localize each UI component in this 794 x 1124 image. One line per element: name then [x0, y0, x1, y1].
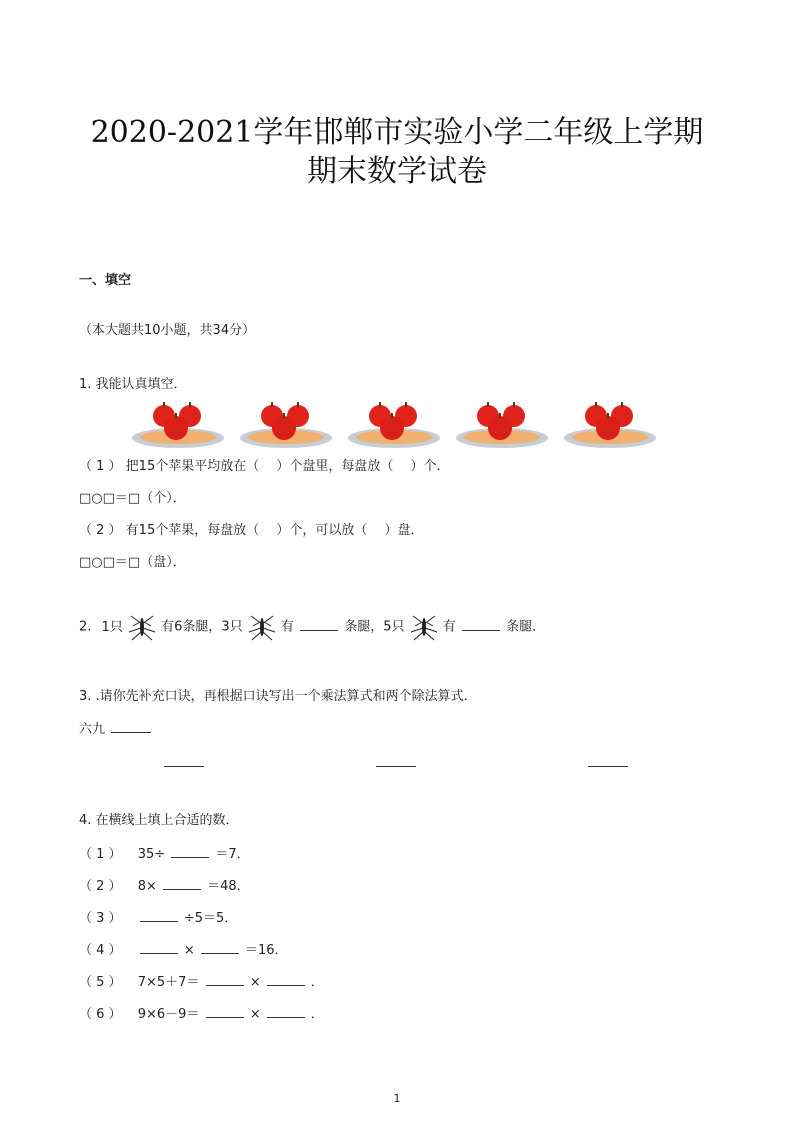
answer-blank[interactable] [206, 1005, 244, 1018]
item-text: ＝16． [245, 943, 288, 958]
q4-item [79, 909, 237, 928]
q2-text-part: 有 [280, 619, 294, 635]
item-label: （ 2 ） [79, 879, 122, 894]
answer-blank[interactable] [140, 909, 178, 922]
q3-mnemonic: 六九 [79, 722, 106, 737]
q3-mnemonic-line [79, 720, 153, 739]
q4-item [79, 973, 324, 992]
item-text: ＝48． [207, 879, 250, 894]
q2-line [79, 612, 545, 642]
q4-item [79, 877, 250, 896]
answer-blank[interactable] [267, 973, 305, 986]
apple-plate-icon [562, 398, 658, 450]
item-text: 8× [137, 879, 157, 894]
section-note: （本大题共10小题，共34分） [79, 323, 256, 338]
answer-blank[interactable] [171, 845, 209, 858]
q1-prompt: 1. 我能认真填空． [79, 377, 187, 392]
apple-plates-illustration [130, 398, 670, 450]
item-label: （ 1 ） [79, 847, 122, 862]
answer-blank-division-1[interactable] [376, 764, 416, 767]
q2-text-part: 有 [442, 619, 456, 635]
mosquito-icon [409, 612, 439, 642]
q1-formula1: □○□＝□（个）． [79, 491, 186, 506]
q2-text-part: 条腿． [506, 619, 546, 635]
item-text: × [249, 1007, 261, 1022]
answer-blank[interactable] [201, 941, 239, 954]
item-text: ＝7． [215, 847, 250, 862]
item-text: × [249, 975, 261, 990]
answer-blank[interactable] [300, 618, 338, 631]
item-text: 7×5＋7＝ [137, 975, 200, 990]
page-number: 1 [393, 1092, 401, 1105]
item-text: ． [310, 1007, 324, 1022]
answer-blank[interactable] [206, 973, 244, 986]
section-heading: 一、填空 [79, 273, 132, 288]
apple-plate-icon [238, 398, 334, 450]
answer-blank[interactable] [267, 1005, 305, 1018]
q1-sub1: （ 1 ） 把15个苹果平均放在（ ）个盘里，每盘放（ ）个． [79, 459, 450, 474]
item-text: ． [310, 975, 324, 990]
q2-text-part: 1只 [101, 619, 123, 635]
q1-formula2: □○□＝□（盘）． [79, 555, 186, 570]
exam-title-line1: 2020-2021学年邯郸市实验小学二年级上学期 [90, 115, 704, 150]
q1-sub2: （ 2 ） 有15个苹果，每盘放（ ）个，可以放（ ）盘． [79, 523, 424, 538]
answer-blank[interactable] [163, 877, 201, 890]
apple-plate-icon [346, 398, 442, 450]
q2-text-part: 有6条腿，3只 [161, 619, 243, 635]
answer-blank[interactable] [111, 720, 151, 733]
mosquito-icon [127, 612, 157, 642]
answer-blank-division-2[interactable] [588, 764, 628, 767]
q2-text-part: 条腿，5只 [344, 619, 405, 635]
mosquito-icon [247, 612, 277, 642]
item-label: （ 5 ） [79, 975, 122, 990]
answer-blank[interactable] [462, 618, 500, 631]
item-label: （ 3 ） [79, 911, 122, 926]
q2-number: 2. [79, 619, 92, 635]
q4-item [79, 1005, 324, 1024]
item-text: × [183, 943, 195, 958]
apple-plate-icon [130, 398, 226, 450]
apple-plate-icon [454, 398, 550, 450]
answer-blank-multiplication[interactable] [164, 764, 204, 767]
q3-prompt: 3. .请你先补充口诀，再根据口诀写出一个乘法算式和两个除法算式． [79, 689, 477, 704]
item-text: 9×6－9＝ [137, 1007, 200, 1022]
q4-prompt: 4. 在横线上填上合适的数． [79, 813, 239, 828]
exam-title-line2: 期末数学试卷 [307, 154, 487, 189]
item-text: 35÷ [137, 847, 166, 862]
item-label: （ 6 ） [79, 1007, 122, 1022]
q4-item [79, 941, 288, 960]
item-text: ÷5＝5． [183, 911, 238, 926]
q4-item [79, 845, 250, 864]
item-label: （ 4 ） [79, 943, 122, 958]
answer-blank[interactable] [140, 941, 178, 954]
